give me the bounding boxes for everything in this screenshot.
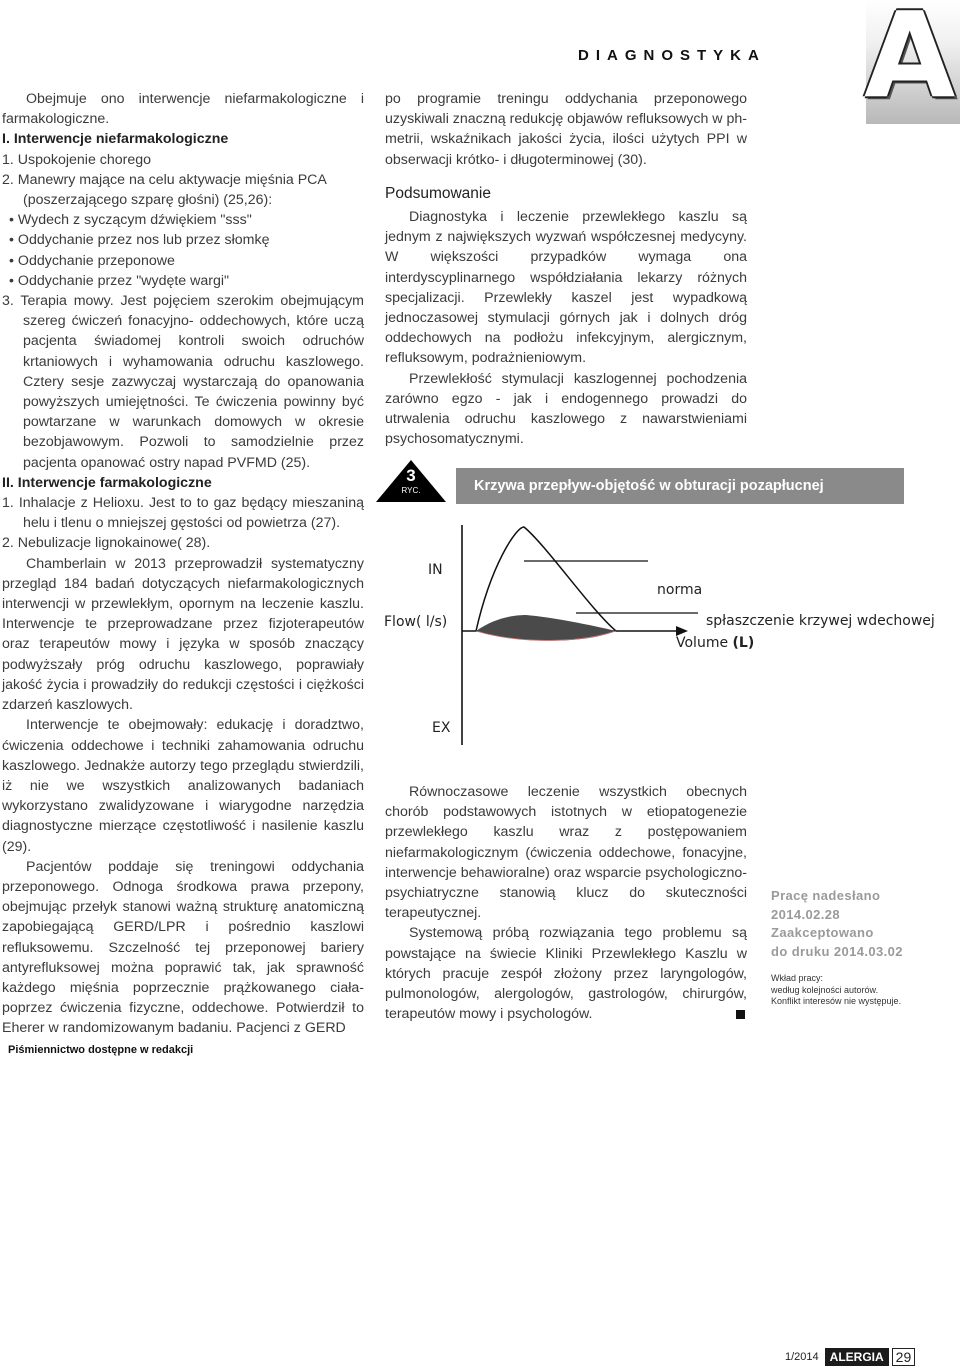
- paragraph: Obejmuje ono interwencje niefarmakologiczne i farmakologiczne.: [2, 91, 364, 128]
- paragraph: po programie treningu oddychania przeponowego uzyskiwali znaczną redukcję objawów refluksowych w ph-metrii, wskaźnikach jakości życia, ilości użytych PPI w obserwacji krótko- i długoterminowej (30).: [385, 91, 747, 168]
- paragraph-text: Systemową próbą rozwiązania tego problemu są powstające na świecie Kliniki Przewlekłego Kaszlu w których pracuje zespół złożony przez laryngologów, pulmonologów, alergologów, gastrologów, chirurgów, terapeutów mowy i psychologów.: [385, 925, 747, 1023]
- paragraph: Diagnostyka i leczenie przewlekłego kaszlu są jednym z największych wyzwań współczesnej medycyny. W większości przypadków wymaga ona interdyscyplinarnego współdziałania lekarzy różnych specjalizacji. Przewlekły kaszel jest wypadkową jednoczasowej stymulacji górnych jak i dolnych dróg oddechowych na podłożu infekcyjnym, alergicznym, refluksowym, podrażnieniowym.: [385, 209, 747, 367]
- label-in: IN: [428, 562, 443, 578]
- left-column: [2, 89, 364, 1039]
- bullet-item: • Oddychanie przez "wydęte wargi": [9, 272, 230, 289]
- submitted-label: Pracę nadesłano: [771, 888, 881, 903]
- right-column-bottom: [385, 782, 747, 1024]
- section-letter-tab: [866, 0, 960, 124]
- references-note: Piśmiennictwo dostępne w redakcji: [8, 1044, 194, 1056]
- conflict-statement: Konflikt interesów nie występuje.: [771, 996, 902, 1006]
- figure-number: 3: [406, 466, 416, 485]
- subheading-summary: Podsumowanie: [385, 184, 491, 202]
- paragraph: [385, 923, 747, 1024]
- submitted-date: 2014.02.28: [771, 906, 841, 922]
- paragraph: Przewlekłość stymulacji kaszlogennej pochodzenia zarówno egzo - jak i endogennego prowadzi do utrwalenia odruchu kaszlowego z nawarstwieniami psychosomatycznymi.: [385, 370, 747, 448]
- list-item: 3. Terapia mowy. Jest pojęciem szerokim obejmującym szereg ćwiczeń fonacyjno- oddechowych, które uczą pacjenta świadomej kontroli swoich odruchów krtaniowych i wyhamowania odruchu kaszlowego. Cztery sesje zazwyczaj wystarczają do opanowania powyższych umiejętności. Te ćwiczenia powinny być powtarzane w warunkach domowych w okresie bezobjawowym. Pozwoli to samodzielnie przez pacjenta opanować ostry napad PVFMD (25).: [2, 293, 364, 471]
- page-footer: [785, 1348, 915, 1366]
- paragraph: Równoczasowe leczenie wszystkich obecnych chorób podstawowych istotnych w etiopatogenezie przewlekłego kaszlu wraz z postępowaniem niefarmakologicznym (ćwiczenia oddechowe, fonacyjne, interwencje behawioralne) oraz wsparcie psychologiczno-psychiatryczne stanowią klucz do skuteczności terapeutycznej.: [385, 784, 747, 922]
- label-norma: norma: [657, 582, 703, 598]
- normal-curve: [476, 527, 616, 631]
- contribution-value: według kolejności autorów.: [771, 984, 879, 995]
- issue-number: 1/2014: [785, 1351, 819, 1363]
- paragraph: Pacjentów poddaje się treningowi oddychania przeponowego. Odnoga środkowa prawa przepony, obejmując przełyk stanowi ważną strukturę anatomiczną zapobiegającą GERD/LPR i pośrednio kaszlowi refluksowemu. Szczelność tej przeponowej bariery antyrefluksowej można poprawić tak, jak sprawność każdego mięśnia poprzecznie prążkowanego ciała- poprzez ćwiczenia fizyczne, oddechowe. Potwierdził to Eherer w randomizowanym badaniu. Pacjenci z GERD: [2, 858, 364, 1037]
- bullet-item: • Oddychanie przez nos lub przez słomkę: [9, 232, 270, 249]
- section-title: DIAGNOSTYKA: [578, 47, 766, 64]
- flow-volume-diagram: [376, 505, 936, 755]
- journal-name: ALERGIA: [825, 1348, 889, 1366]
- list-item: 2. Manewry mające na celu aktywacje mięśnia PCA (poszerzającego szparę głośni) (25,26):: [2, 171, 327, 209]
- right-column: [385, 89, 747, 449]
- figure-title: Krzywa przepływ-objętość w obturacji pozapłucnej: [456, 468, 904, 504]
- subheading: II. Interwencje farmakologiczne: [2, 474, 212, 491]
- figure-badge: [376, 460, 446, 502]
- label-flattening: spłaszczenie krzywej wdechowej: [706, 613, 935, 629]
- section-letter: A: [864, 0, 956, 124]
- accepted-date: do druku 2014.03.02: [771, 943, 903, 959]
- end-of-article-mark: [736, 1010, 745, 1019]
- label-ex: EX: [432, 720, 451, 736]
- flattened-curve: [476, 615, 616, 641]
- accepted-label: Zaakceptowano: [771, 925, 874, 940]
- paragraph: Chamberlain w 2013 przeprowadził systematyczny przegląd 184 badań dotyczących niefarmakologicznych interwencji w przewlekłym, opornym na leczenie kaszlu. Interwencje te przeprowadzane przez fizjoterapeutów oraz terapeutów mowy i języka w sposób znaczący podwyższały próg odruchu kaszlowego, poprawiały jakość życia i prowadziły do redukcji częstości i ciężkości zdarzeń kaszlowych.: [2, 555, 364, 714]
- label-volume-text: Volume: [676, 635, 729, 651]
- figure-ryc-label: RYC.: [401, 486, 421, 495]
- bullet-item: • Wydech z syczącym dźwiękiem "sss": [9, 212, 252, 229]
- contribution-label: Wkład pracy:: [771, 973, 824, 983]
- list-item: 2. Nebulizacje lignokainowe( 28).: [2, 535, 211, 552]
- list-item: 1. Inhalacje z Helioxu. Jest to to gaz będący mieszaniną helu i tlenu o mniejszej gęstości od powietrza (27).: [2, 495, 364, 532]
- subheading: I. Interwencje niefarmakologiczne: [2, 131, 229, 148]
- list-item: 1. Uspokojenie chorego: [2, 151, 152, 168]
- bullet-item: • Oddychanie przeponowe: [9, 252, 175, 269]
- label-volume-unit: (L): [732, 635, 755, 651]
- submission-info: [771, 887, 921, 1008]
- label-volume: [676, 635, 754, 651]
- label-flow: Flow( l/s): [384, 614, 448, 630]
- paragraph: Interwencje te obejmowały: edukację i doradztwo, ćwiczenia oddechowe i techniki zahamowania odruchu kaszlowego. Jednakże autorzy tego przeglądu stwierdzili, iż nie we wszystkich analizowanych badaniach wykorzystano zwalidyzowane i wiarygodne narzędzia diagnostyczne mierzące częstotliwość i nasilenie kaszlu (29).: [2, 717, 364, 855]
- page-number: 29: [892, 1348, 916, 1366]
